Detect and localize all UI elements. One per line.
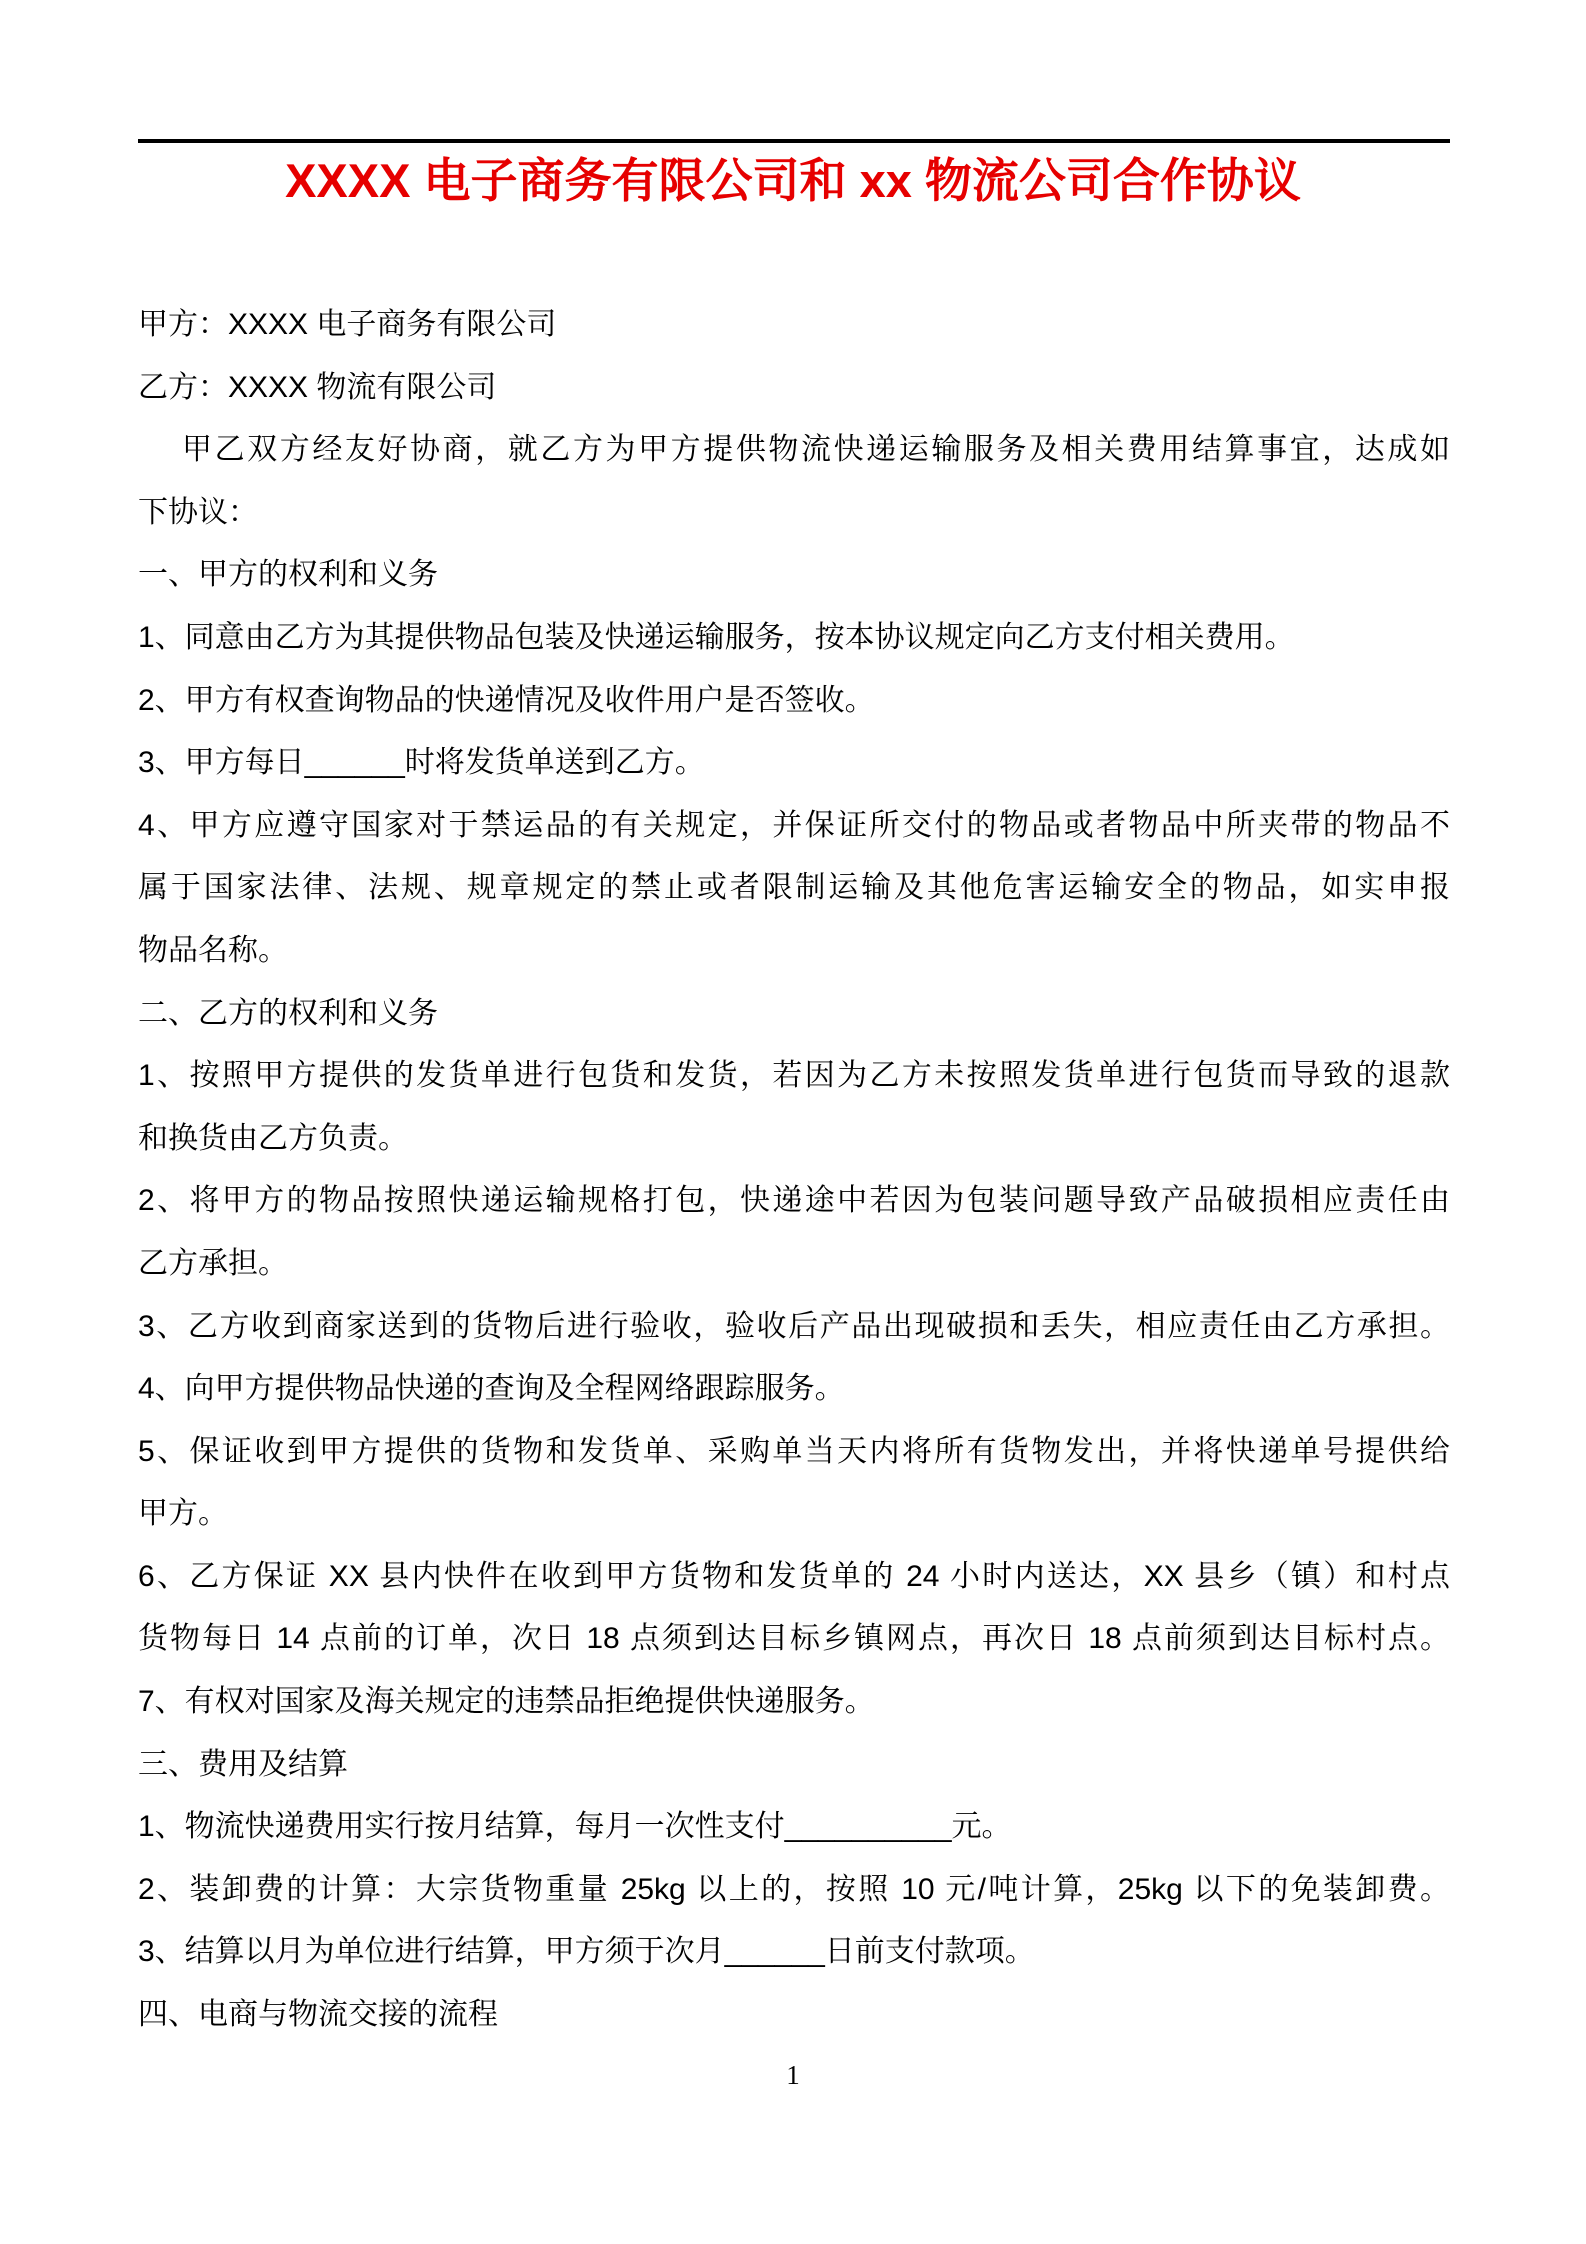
text-line: 和换货由乙方负责。 (138, 1121, 408, 1155)
text-line: 甲方。 (138, 1497, 228, 1531)
page-number: 1 (786, 2060, 800, 2090)
text-line: 物品名称。 (138, 933, 288, 967)
text-line: 5、保证收到甲方提供的货物和发货单、采购单当天内将所有货物发出，并将快递单号提供给 (138, 1434, 1450, 1468)
text-line: 1、同意由乙方为其提供物品包装及快递运输服务，按本协议规定向乙方支付相关费用。 (138, 620, 1295, 654)
text-line: 属于国家法律、法规、规章规定的禁止或者限制运输及其他危害运输安全的物品，如实申报 (138, 871, 1450, 905)
text-line: 甲方：XXXX 电子商务有限公司 (138, 308, 557, 341)
text-line: 1、按照甲方提供的发货单进行包货和发货，若因为乙方未按照发货单进行包货而导致的退款 (138, 1059, 1450, 1093)
text-line: 货物每日 14 点前的订单，次日 18 点须到达目标乡镇网点，再次日 18 点前须到达目标村点。 (138, 1622, 1450, 1656)
text-line: 3、乙方收到商家送到的货物后进行验收，验收后产品出现破损和丢失，相应责任由乙方承担。 (138, 1309, 1450, 1343)
text-line: 一、甲方的权利和义务 (138, 558, 438, 592)
text-line: 2、将甲方的物品按照快递运输规格打包，快递途中若因为包装问题导致产品破损相应责任由 (138, 1184, 1450, 1218)
text-line: 4、向甲方提供物品快递的查询及全程网络跟踪服务。 (138, 1372, 845, 1406)
text-line: 乙方：XXXX 物流有限公司 (138, 370, 497, 404)
text-line: 二、乙方的权利和义务 (138, 996, 438, 1030)
text-line: 1、物流快递费用实行按月结算，每月一次性支付__________元。 (138, 1810, 1012, 1844)
header-rule (138, 139, 1450, 143)
text-line: 乙方承担。 (138, 1246, 288, 1280)
text-line: 3、结算以月为单位进行结算，甲方须于次月______日前支付款项。 (138, 1935, 1035, 1969)
text-line: 下协议： (138, 495, 258, 529)
text-line: 3、甲方每日______时将发货单送到乙方。 (138, 746, 705, 780)
text-line: 6、乙方保证 XX 县内快件在收到甲方货物和发货单的 24 小时内送达，XX 县乡（镇）和村点 (138, 1559, 1450, 1593)
text-line: 2、甲方有权查询物品的快递情况及收件用户是否签收。 (138, 683, 875, 717)
text-line: 三、费用及结算 (138, 1747, 348, 1781)
text-line: 2、装卸费的计算：大宗货物重量 25kg 以上的，按照 10 元/吨计算，25kg 以下的免装卸费。 (138, 1872, 1450, 1906)
document-body (138, 294, 1450, 2047)
text-line: 四、电商与物流交接的流程 (138, 1998, 498, 2032)
text-line: 7、有权对国家及海关规定的违禁品拒绝提供快递服务。 (138, 1685, 875, 1719)
document-title: XXXX 电子商务有限公司和 xx 物流公司合作协议 (285, 154, 1301, 207)
text-line: 4、甲方应遵守国家对于禁运品的有关规定，并保证所交付的物品或者物品中所夹带的物品不 (138, 808, 1450, 842)
text-line: 甲乙双方经友好协商，就乙方为甲方提供物流快递运输服务及相关费用结算事宜，达成如 (182, 433, 1450, 467)
